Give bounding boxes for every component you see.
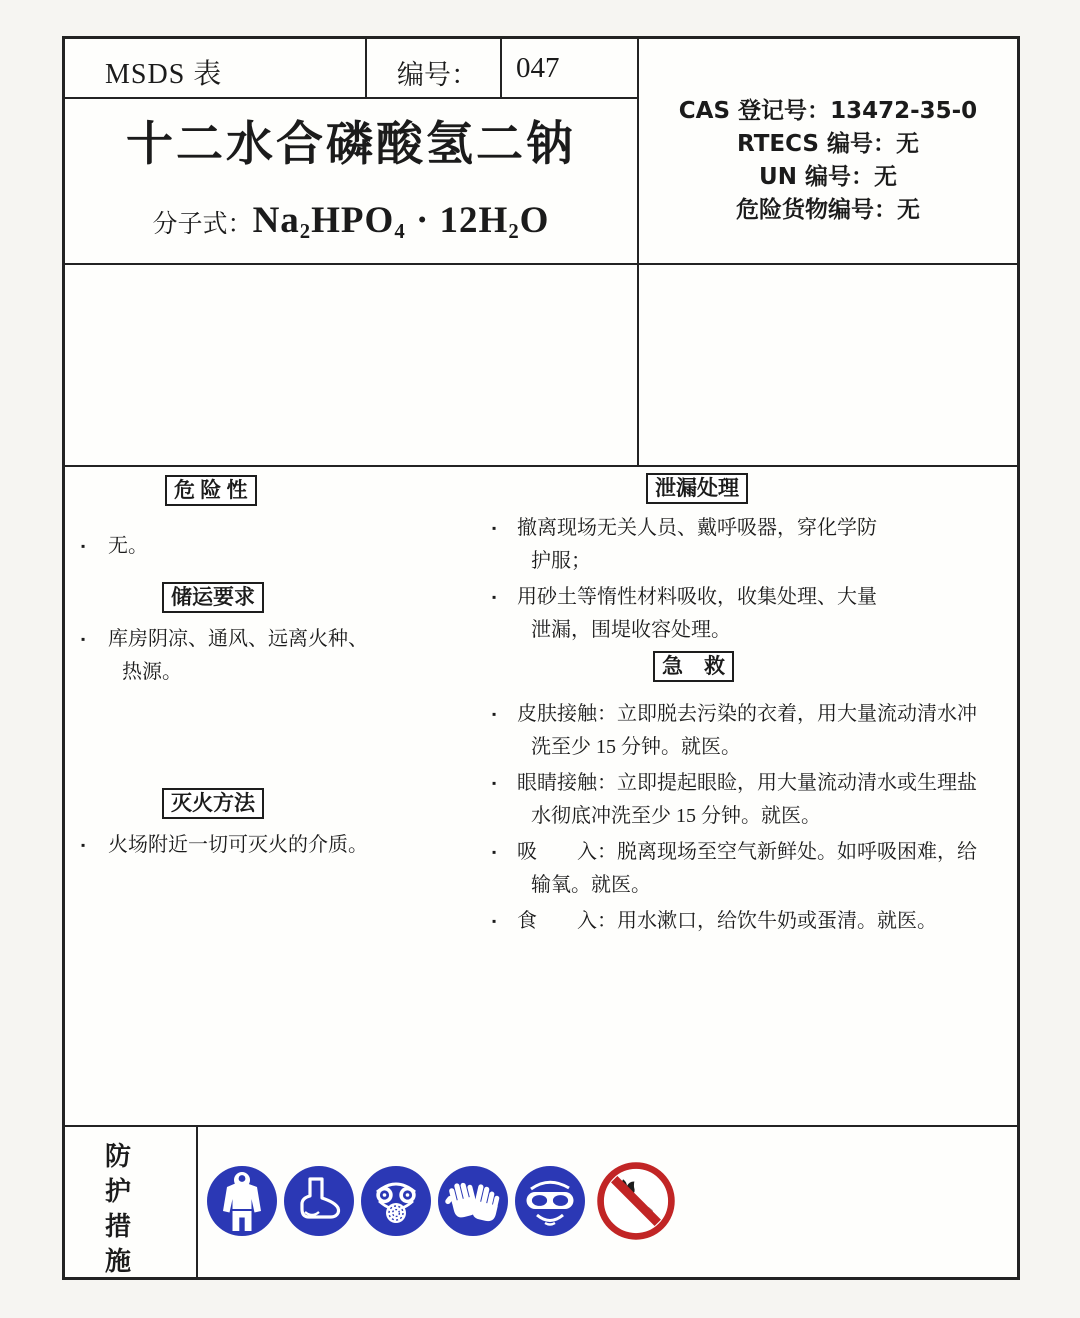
empty-cell-left (65, 265, 639, 467)
substance-title-cell (65, 99, 639, 265)
bullet-icon: ▪ (492, 590, 497, 604)
bullet-item (488, 581, 1008, 647)
empty-cell-right (639, 265, 1017, 467)
form-title-cell (65, 39, 367, 99)
gas-mask-icon (360, 1165, 432, 1237)
bullet-icon: ▪ (81, 539, 86, 553)
identifier-value: 无 (873, 164, 897, 190)
bullet-item (488, 836, 1008, 902)
formula-segment: Na (252, 200, 300, 241)
code-value: 047 (516, 52, 560, 84)
code-value-cell (502, 39, 639, 99)
bullet-icon: ▪ (492, 521, 497, 535)
formula-line (65, 199, 637, 242)
identifier-label: RTECS 编号： (737, 131, 896, 157)
bullet-icon: ▪ (492, 707, 497, 721)
bullet-icon: ▪ (492, 776, 497, 790)
identifier-value: 13472-35-0 (830, 98, 978, 124)
section-heading-fire: 灭火方法 (162, 788, 264, 819)
protective-clothing-icon (206, 1165, 278, 1237)
main-content-cell (65, 467, 1017, 1127)
bullet-item-text: 火场附近一切可灭火的介质。 (108, 834, 368, 856)
identifier-label: 危险货物编号： (736, 197, 897, 223)
section-items (77, 829, 477, 862)
bullet-item (488, 512, 1008, 578)
protection-label: 防护措施 (105, 1142, 132, 1276)
section-spill (488, 473, 1008, 647)
bullet-icon: ▪ (81, 838, 86, 852)
bullet-item-text: 撤离现场无关人员、戴呼吸器，穿化学防护服； (517, 517, 877, 572)
identifier-row (639, 128, 1017, 161)
identifier-list (639, 39, 1017, 265)
formula-subscript: 4 (394, 220, 406, 243)
bullet-item-text: 食 入：用水漱口，给饮牛奶或蛋清。就医。 (517, 910, 937, 932)
formula-segment: O (519, 200, 550, 241)
bullet-item (488, 905, 1008, 938)
section-items (77, 530, 477, 563)
formula-segment: · 12H (405, 200, 509, 241)
formula-subscript: 2 (299, 220, 312, 243)
section-firstaid (488, 651, 1008, 938)
formula-label: 分子式： (152, 211, 253, 238)
identifier-value: 无 (897, 197, 920, 223)
bullet-item-text: 库房阴凉、通风、远离火种、热源。 (108, 628, 368, 683)
code-label-cell (367, 39, 502, 99)
section-storage (77, 582, 477, 689)
identifier-value: 无 (895, 131, 919, 157)
bullet-item-text: 眼睛接触：立即提起眼睑，用大量流动清水或生理盐水彻底冲洗至少 15 分钟。就医。 (517, 772, 977, 827)
identifier-row (639, 95, 1017, 128)
bullet-item-text: 吸 入：脱离现场至空气新鲜处。如呼吸困难，给输氧。就医。 (517, 841, 977, 896)
section-heading-firstaid: 急 救 (653, 651, 734, 682)
bullet-item (77, 623, 477, 689)
section-items (77, 623, 477, 689)
msds-document (62, 36, 1020, 1280)
bullet-item (77, 530, 477, 563)
bullet-icon: ▪ (81, 632, 86, 646)
bullet-item-text: 用砂土等惰性材料吸收，收集处理、大量泄漏，围堤收容处理。 (517, 586, 877, 641)
section-heading-hazard: 危 险 性 (165, 475, 257, 506)
section-hazard (77, 475, 477, 563)
bullet-item (488, 698, 1008, 764)
bullet-item (77, 829, 477, 862)
bullet-item-text: 无。 (108, 535, 148, 557)
safety-boots-icon (283, 1165, 355, 1237)
right-column (488, 467, 1008, 941)
protection-label-cell (65, 1127, 198, 1277)
formula-segment: HPO (311, 200, 395, 241)
identifier-label: CAS 登记号： (678, 98, 831, 124)
bullet-icon: ▪ (492, 914, 497, 928)
formula-value (253, 200, 550, 241)
code-label: 编号： (397, 60, 478, 90)
identifier-row (639, 161, 1017, 194)
section-heading-spill: 泄漏处理 (646, 473, 748, 504)
formula-subscript: 2 (508, 220, 520, 243)
bullet-item (488, 767, 1008, 833)
section-items (488, 512, 1008, 647)
no-open-flames-icon (597, 1162, 675, 1240)
section-items (488, 698, 1008, 938)
substance-name: 十二水合磷酸氢二钠 (126, 119, 576, 171)
protective-gloves-icon (437, 1165, 509, 1237)
left-column (77, 467, 477, 865)
identifier-label: UN 编号： (759, 164, 874, 190)
identifier-row (639, 194, 1017, 227)
bullet-item-text: 皮肤接触：立即脱去污染的衣着，用大量流动清水冲洗至少 15 分钟。就医。 (517, 703, 977, 758)
protection-icons-row (198, 1127, 1017, 1277)
bullet-icon: ▪ (492, 845, 497, 859)
form-title: MSDS 表 (105, 59, 223, 90)
section-fire (77, 788, 477, 862)
safety-goggles-icon (514, 1165, 586, 1237)
section-heading-storage: 储运要求 (162, 582, 264, 613)
